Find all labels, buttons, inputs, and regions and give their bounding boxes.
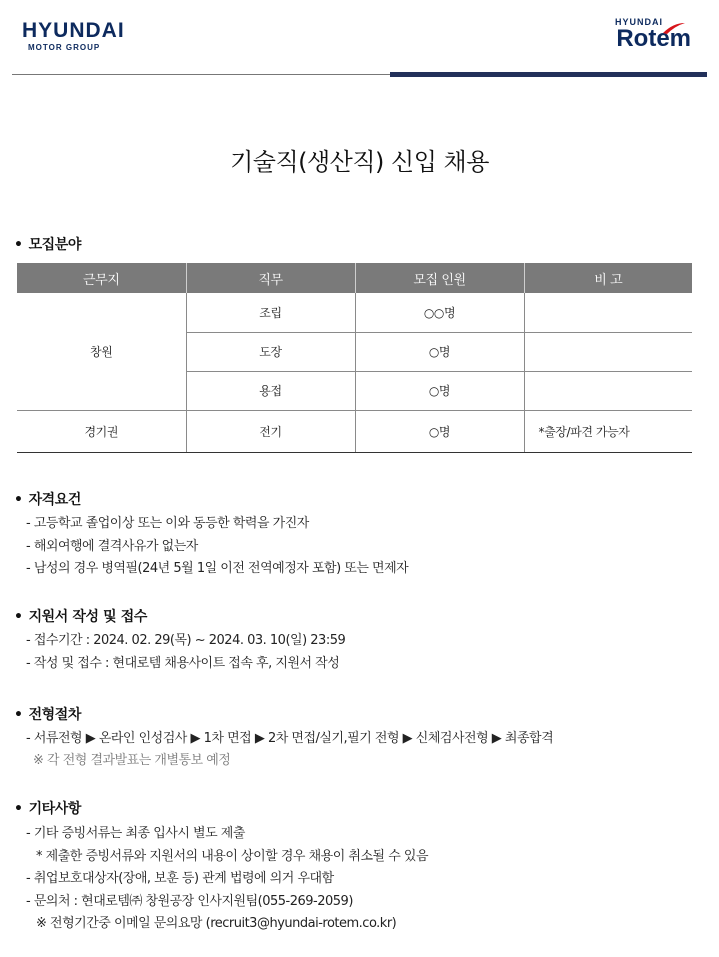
qualification-line: - 고등학교 졸업이상 또는 이와 동등한 학력을 가진자 [26, 516, 309, 531]
other-line: - 기타 증빙서류는 최종 입사시 별도 제출 [26, 826, 245, 841]
section-heading-process [14, 704, 81, 724]
bullet-icon: • [14, 707, 23, 723]
column-header-note: 비 고 [524, 263, 692, 293]
section-heading-other [14, 798, 81, 818]
application-line: - 접수기간 : 2024. 02. 29(목) ~ 2024. 03. 10(일) 23:59 [26, 633, 346, 648]
qualification-line: - 남성의 경우 병역필(24년 5월 1일 이전 전역예정자 포함) 또는 면제자 [26, 561, 409, 576]
process-steps: - 서류전형 ▶ 온라인 인성검사 ▶ 1차 면접 ▶ 2차 면접/실기,필기 전형 ▶ 신체검사전형 ▶ 최종합격 [26, 731, 554, 746]
column-header-job: 직무 [186, 263, 355, 293]
process-note: ※ 각 전형 결과발표는 개별통보 예정 [33, 753, 231, 768]
cell-note [524, 293, 692, 332]
header-divider-thick [390, 72, 707, 77]
cell-count: ○명 [355, 410, 524, 452]
column-header-count: 모집 인원 [355, 263, 524, 293]
cell-count: ○명 [355, 371, 524, 410]
cell-location: 창원 [17, 293, 186, 410]
table-row [17, 410, 692, 452]
cell-count: ○명 [355, 332, 524, 371]
application-line: - 작성 및 접수 : 현대로템 채용사이트 접속 후, 지원서 작성 [26, 656, 340, 671]
hyundai-motor-group-logo [22, 20, 125, 52]
hyundai-rotem-logo [615, 17, 691, 51]
bullet-icon: • [14, 237, 23, 253]
hmg-logo-subtitle: MOTOR GROUP [28, 43, 101, 52]
cell-location: 경기권 [17, 410, 186, 452]
cell-job: 용접 [186, 371, 355, 410]
section-heading-recruit-field [14, 234, 81, 254]
cell-job: 도장 [186, 332, 355, 371]
bullet-icon: • [14, 801, 23, 817]
section-heading-application [14, 606, 147, 626]
table-header-row [17, 263, 692, 293]
section-heading-text: 지원서 작성 및 접수 [28, 609, 147, 625]
email-note: ※ 전형기간중 이메일 문의요망 (recruit3@hyundai-rotem.co.kr) [36, 916, 397, 931]
column-header-location: 근무지 [17, 263, 186, 293]
recruit-table [17, 263, 692, 453]
header-divider-thin [12, 74, 392, 75]
qualification-line: - 해외여행에 결격사유가 없는자 [26, 539, 198, 554]
page-header [0, 0, 719, 80]
table-row [17, 293, 692, 332]
rotem-logo-wordmark: Rotem [616, 25, 691, 52]
bullet-icon: • [14, 492, 23, 508]
cell-note: *출장/파견 가능자 [524, 410, 692, 452]
other-line: - 취업보호대상자(장애, 보훈 등) 관계 법령에 의거 우대함 [26, 871, 334, 886]
contact-line: - 문의처 : 현대로템㈜ 창원공장 인사지원팀(055-269-2059) [26, 894, 353, 909]
section-heading-text: 자격요건 [28, 492, 82, 508]
section-heading-qualifications [14, 489, 81, 509]
cell-note [524, 332, 692, 371]
rotem-swoosh-icon [661, 21, 687, 35]
cell-job: 전기 [186, 410, 355, 452]
page-title: 기술직(생산직) 신입 채용 [230, 148, 489, 176]
cell-job: 조립 [186, 293, 355, 332]
bullet-icon: • [14, 609, 23, 625]
cell-count: ○○명 [355, 293, 524, 332]
section-heading-text: 전형절차 [28, 707, 82, 723]
cell-note [524, 371, 692, 410]
rotem-logo-brand: HYUNDAI [614, 17, 663, 27]
hmg-logo-wordmark: HYUNDAI [22, 19, 125, 42]
other-line: * 제출한 증빙서류와 지원서의 내용이 상이할 경우 채용이 취소될 수 있음 [36, 849, 429, 864]
section-heading-text: 모집분야 [28, 237, 82, 253]
section-heading-text: 기타사항 [28, 801, 82, 817]
